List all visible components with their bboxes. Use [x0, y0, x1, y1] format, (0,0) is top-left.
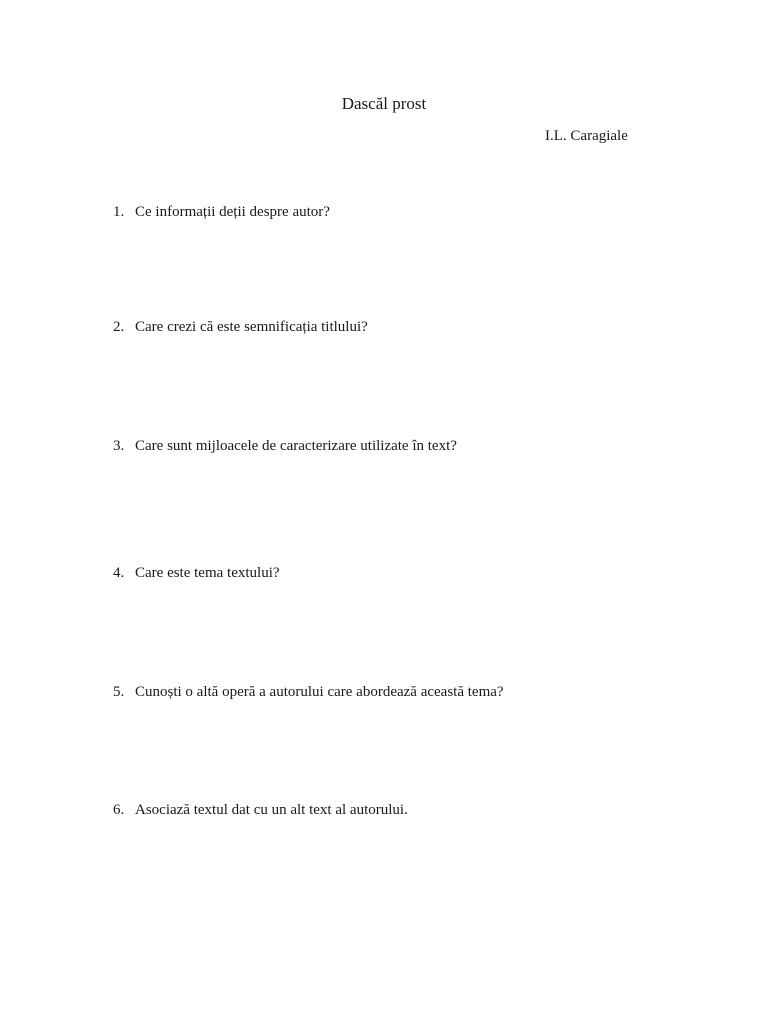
- question-item: [113, 800, 408, 820]
- question-text: Care sunt mijloacele de caracterizare utilizate în text?: [135, 438, 457, 454]
- question-text: Care este tema textului?: [135, 565, 280, 581]
- document-author: I.L. Caragiale: [545, 128, 628, 144]
- question-number: 5.: [113, 684, 125, 700]
- question-number: 3.: [113, 438, 125, 454]
- question-text: Asociază textul dat cu un alt text al autorului.: [135, 802, 408, 818]
- question-number: 2.: [113, 319, 125, 335]
- question-item: [113, 682, 504, 702]
- question-item: [113, 317, 368, 337]
- question-number: 4.: [113, 565, 125, 581]
- question-text: Care crezi că este semnificația titlului?: [135, 319, 368, 335]
- question-item: [113, 436, 457, 456]
- question-text: Ce informații deții despre autor?: [135, 204, 330, 220]
- document-title: Dascăl prost: [341, 94, 427, 113]
- question-item: [113, 563, 280, 583]
- question-number: 1.: [113, 204, 125, 220]
- question-number: 6.: [113, 802, 125, 818]
- question-item: [113, 202, 330, 222]
- question-text: Cunoști o altă operă a autorului care abordează această tema?: [135, 684, 504, 700]
